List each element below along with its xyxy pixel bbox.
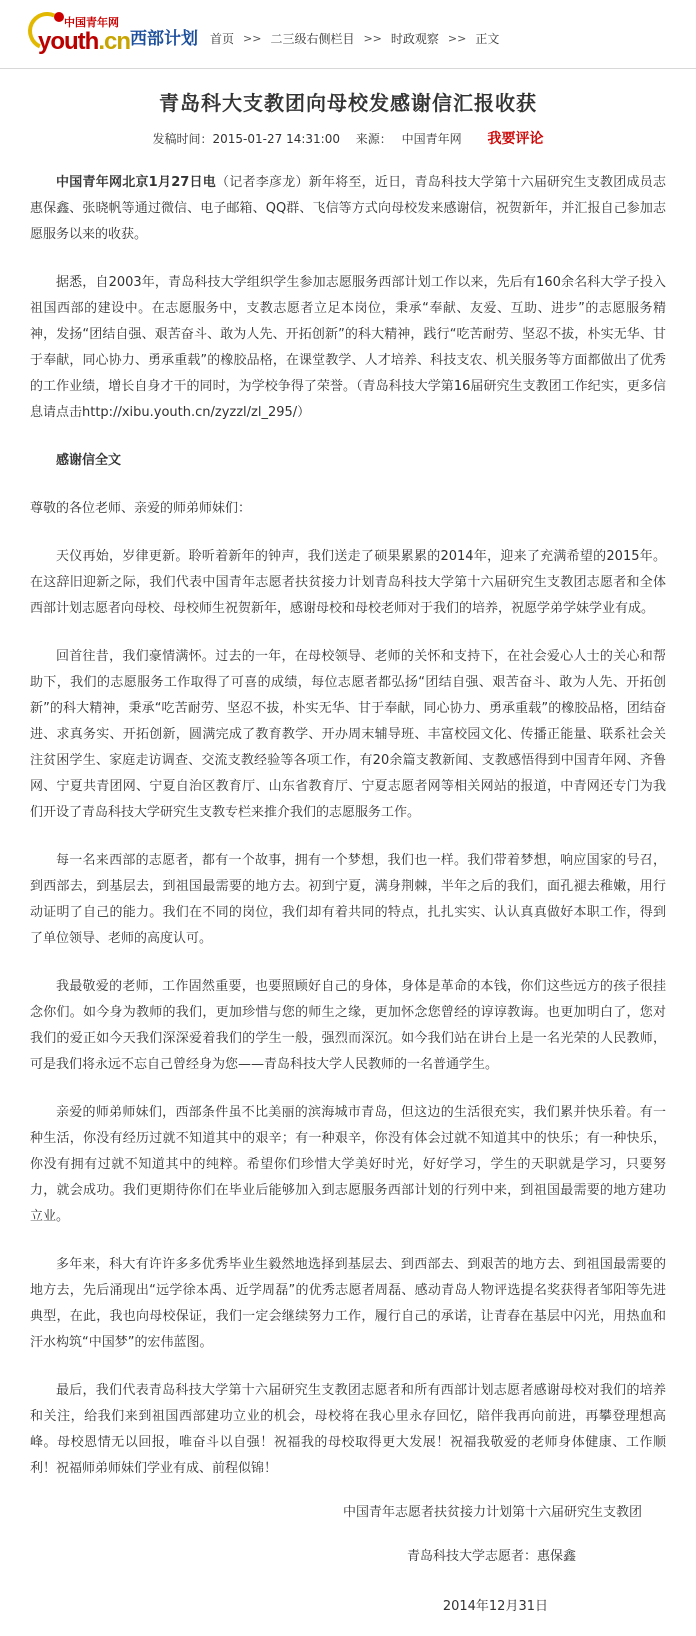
letter-paragraph: 每一名来西部的志愿者，都有一个故事，拥有一个梦想，我们也一样。我们带着梦想，响应国家的号召，到西部去，到基层去，到祖国最需要的地方去。初到宁夏，满身荆棘，半年之后的我们，面孔褪去稚嫩，用行动证明了自己的能力。我们在不同的岗位，我们却有着共同的特点，扎扎实实、认认真真做好本职工作，得到了单位领导、老师的高度认可。 xyxy=(30,853,666,946)
article-body xyxy=(0,170,696,1620)
letter-paragraph: 回首往昔，我们豪情满怀。过去的一年，在母校领导、老师的关怀和支持下，在社会爱心人士的关心和帮助下，我们的志愿服务工作取得了可喜的成绩，每位志愿者都弘扬“团结自强、艰苦奋斗、敢为人先、开拓创新”的科大精神，秉承“吃苦耐劳、坚忍不拔，朴实无华、甘于奉献，同心协力、勇承重载”的橡胶品格，团结奋进、求真务实、开拓创新，圆满完成了教育教学、开办周末辅导班、丰富校园文化、传播正能量、联系社会关注贫困学生、家庭走访调查、交流支教经验等各项工作，有20余篇支教新闻、支教感悟得到中国青年网、齐鲁网、宁夏共青团网、宁夏自治区教育厅、山东省教育厅、宁夏志愿者网等相关网站的报道，中青网还专门为我们开设了青岛科技大学研究生支教专栏来推介我们的志愿服务工作。 xyxy=(30,649,666,820)
letter-heading: 感谢信全文 xyxy=(56,453,122,468)
signature-name: 青岛科技大学志愿者：惠保鑫 xyxy=(406,1549,576,1564)
letter-salutation: 尊敬的各位老师、亲爱的师弟师妹们： xyxy=(30,501,252,516)
letter-paragraph: 多年来，科大有许许多多优秀毕业生毅然地选择到基层去、到西部去、到艰苦的地方去、到祖国最需要的地方去，先后涌现出“远学徐本禹、近学周磊”的优秀志愿者周磊、感动青岛人物评选提名奖获得者邹阳等先进典型，在此，我也向母校保证，我们一定会继续努力工作，履行自己的承诺，让青春在基层中闪光，用热血和汗水构筑“中国梦”的宏伟蓝图。 xyxy=(30,1257,666,1350)
signature-date: 2014年12月31日 xyxy=(442,1599,548,1614)
breadcrumb xyxy=(210,30,499,47)
comment-link[interactable]: 我要评论 xyxy=(487,131,544,147)
article-meta xyxy=(0,128,696,148)
section-name[interactable]: 西部计划 xyxy=(130,29,198,49)
letter-paragraph: 亲爱的师弟师妹们，西部条件虽不比美丽的滨海城市青岛，但这边的生活很充实，我们累并快乐着。有一种生活，你没有经历过就不知道其中的艰辛；有一种艰辛，你没有体会过就不知道其中的快乐；有一种快乐，你没有拥有过就不知道其中的纯粹。希望你们珍惜大学美好时光，好好学习，学生的天职就是学习，只要努力，就会成功。我们更期待你们在毕业后能够加入到志愿服务西部计划的行列中来，到祖国最需要的地方建功立业。 xyxy=(30,1105,666,1224)
site-header xyxy=(0,0,696,69)
breadcrumb-separator: >> xyxy=(243,32,262,45)
breadcrumb-item-politics[interactable]: 时政观察 xyxy=(390,32,439,46)
source-name[interactable]: 中国青年网 xyxy=(401,132,462,146)
signature-organization: 中国青年志愿者扶贫接力计划第十六届研究生支教团 xyxy=(342,1505,642,1520)
publish-time: 发稿时间：2015-01-27 14:31:00 xyxy=(152,132,340,146)
paragraph-background: 据悉，自2003年，青岛科技大学组织学生参加志愿服务西部计划工作以来，先后有160余名科大学子投入祖国西部的建设中。在志愿服务中，支教志愿者立足本岗位，秉承“奉献、友爱、互助、进步”的志愿服务精神，发扬“团结自强、艰苦奋斗、敢为人先、开拓创新”的科大精神，践行“吃苦耐劳、坚忍不拔，朴实无华、甘于奉献，同心协力、勇承重载”的橡胶品格，在课堂教学、人才培养、科技支农、机关服务等方面都做出了优秀的工作业绩，增长自身才干的同时，为学校争得了荣誉。（青岛科技大学第16届研究生支教团工作纪实，更多信息请点击http://xibu.youth.cn/zyzzl/zl_295/） xyxy=(30,275,666,420)
logo-dot-icon xyxy=(54,12,64,22)
letter-paragraph: 天仪再始，岁律更新。聆听着新年的钟声，我们送走了硕果累累的2014年，迎来了充满希望的2015年。在这辞旧迎新之际，我们代表中国青年志愿者扶贫接力计划青岛科技大学第十六届研究生支教团志愿者和全体西部计划志愿者向母校、母校师生祝贺新年，感谢母校和母校老师对于我们的培养，祝愿学弟学妹学业有成。 xyxy=(30,549,666,616)
letter-paragraph: 我最敬爱的老师，工作固然重要，也要照顾好自己的身体，身体是革命的本钱，你们这些远方的孩子很挂念你们。如今身为教师的我们，更加珍惜与您的师生之缘，更加怀念您曾经的谆谆教诲。也更加明白了，您对我们的爱正如今天我们深深爱着我们的学生一般，强烈而深沉。如今我们站在讲台上是一名光荣的人民教师，可是我们将永远不忘自己曾经身为您——青岛科技大学人民教师的一名普通学生。 xyxy=(30,979,666,1072)
breadcrumb-separator: >> xyxy=(363,32,382,45)
youth-cn-logo[interactable] xyxy=(26,8,131,60)
logo-english-text: youth.cn xyxy=(38,28,131,55)
breadcrumb-item-column[interactable]: 二三级右侧栏目 xyxy=(270,32,355,46)
breadcrumb-separator: >> xyxy=(447,32,467,45)
source-label: 来源： 中国青年网 xyxy=(355,132,462,146)
breadcrumb-item-current: 正文 xyxy=(475,32,500,46)
lead-paragraph xyxy=(30,170,666,248)
lead-text: （记者李彦龙）新年将至，近日，青岛科技大学第十六届研究生支教团成员志惠保鑫、张晓帆等通过微信、电子邮箱、QQ群、飞信等方式向母校发来感谢信，祝贺新年，并汇报自己参加志愿服务以来的收获。 xyxy=(30,175,666,242)
letter-paragraph: 最后，我们代表青岛科技大学第十六届研究生支教团志愿者和所有西部计划志愿者感谢母校对我们的培养和关注，给我们来到祖国西部建功立业的机会，母校将在我心里永存回忆，陪伴我再向前进，再攀登理想高峰。母校恩情无以回报，唯奋斗以自强！祝福我的母校取得更大发展！祝福我敬爱的老师身体健康、工作顺利！祝福师弟师妹们学业有成、前程似锦！ xyxy=(30,1383,666,1476)
logo-chinese-text: 中国青年网 xyxy=(64,16,119,29)
breadcrumb-item-home[interactable]: 首页 xyxy=(210,32,235,46)
dateline: 中国青年网北京1月27日电 xyxy=(56,175,217,190)
article-title: 青岛科大支教团向母校发感谢信汇报收获 xyxy=(159,91,537,115)
